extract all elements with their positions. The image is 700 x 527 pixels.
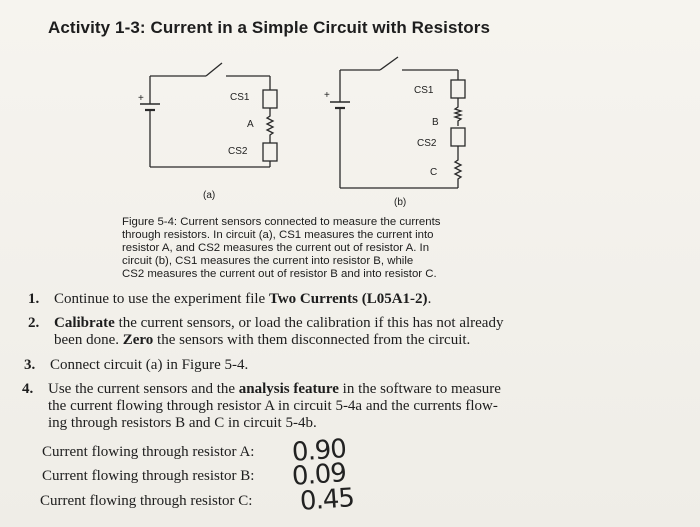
caption-line: resistor A, and CS2 measures the current out of resistor A. In <box>122 242 430 255</box>
step-2-text-line2: been done. Zero the sensors with them disconnected from the circuit. <box>54 332 471 348</box>
battery-plus-a: + <box>138 93 144 104</box>
cs1-label-b: CS1 <box>414 85 434 96</box>
answer-label-c: Current flowing through resistor C: <box>40 493 253 509</box>
cs1-label-a: CS1 <box>230 92 250 103</box>
activity-title: Activity 1-3: Current in a Simple Circuit with Resistors <box>48 18 491 37</box>
resistor-b-label: B <box>432 117 439 128</box>
battery-plus-b: + <box>324 90 330 101</box>
caption-line: circuit (b), CS1 measures the current into resistor B, while <box>122 255 414 268</box>
step-4-text-line2: the current flowing through resistor A in circuit 5-4a and the currents flow- <box>48 398 498 414</box>
circuit-figure <box>0 0 700 215</box>
caption-line: Figure 5-4: Current sensors connected to measure the currents <box>122 216 441 228</box>
cs2-label-b: CS2 <box>417 138 437 149</box>
figure-caption <box>122 216 482 281</box>
handwritten-answer-c: 0.45 <box>299 483 355 517</box>
handwritten-answer-a: 0.90 <box>291 434 347 468</box>
step-number: 2. <box>28 315 40 331</box>
step-2-text-line1: Calibrate the current sensors, or load the calibration if this has not already <box>54 315 504 331</box>
answer-label-b: Current flowing through resistor B: <box>42 468 255 484</box>
answer-label-a: Current flowing through resistor A: <box>42 444 255 460</box>
circuit-a <box>140 63 277 167</box>
circuit-b <box>330 57 465 188</box>
figure-label-a: (a) <box>203 190 216 201</box>
step-3-text: Connect circuit (a) in Figure 5-4. <box>50 357 249 373</box>
caption-line: through resistors. In circuit (a), CS1 measures the current into <box>122 229 434 242</box>
caption-line: CS2 measures the current out of resistor B and into resistor C. <box>122 268 437 281</box>
resistor-c-label: C <box>430 167 438 178</box>
handwritten-answer-b: 0.09 <box>291 458 347 492</box>
resistor-a-label: A <box>247 119 254 130</box>
cs2-label-a: CS2 <box>228 146 248 157</box>
step-number: 4. <box>22 381 34 397</box>
figure-label-b: (b) <box>394 197 407 208</box>
step-4-text-line3: ing through resistors B and C in circuit 5-4b. <box>48 415 317 431</box>
step-number: 1. <box>28 291 40 307</box>
step-number: 3. <box>24 357 36 373</box>
step-4-text-line1: Use the current sensors and the analysis feature in the software to measure <box>48 381 501 397</box>
step-1-text: Continue to use the experiment file Two Currents (L05A1-2). <box>54 291 432 307</box>
